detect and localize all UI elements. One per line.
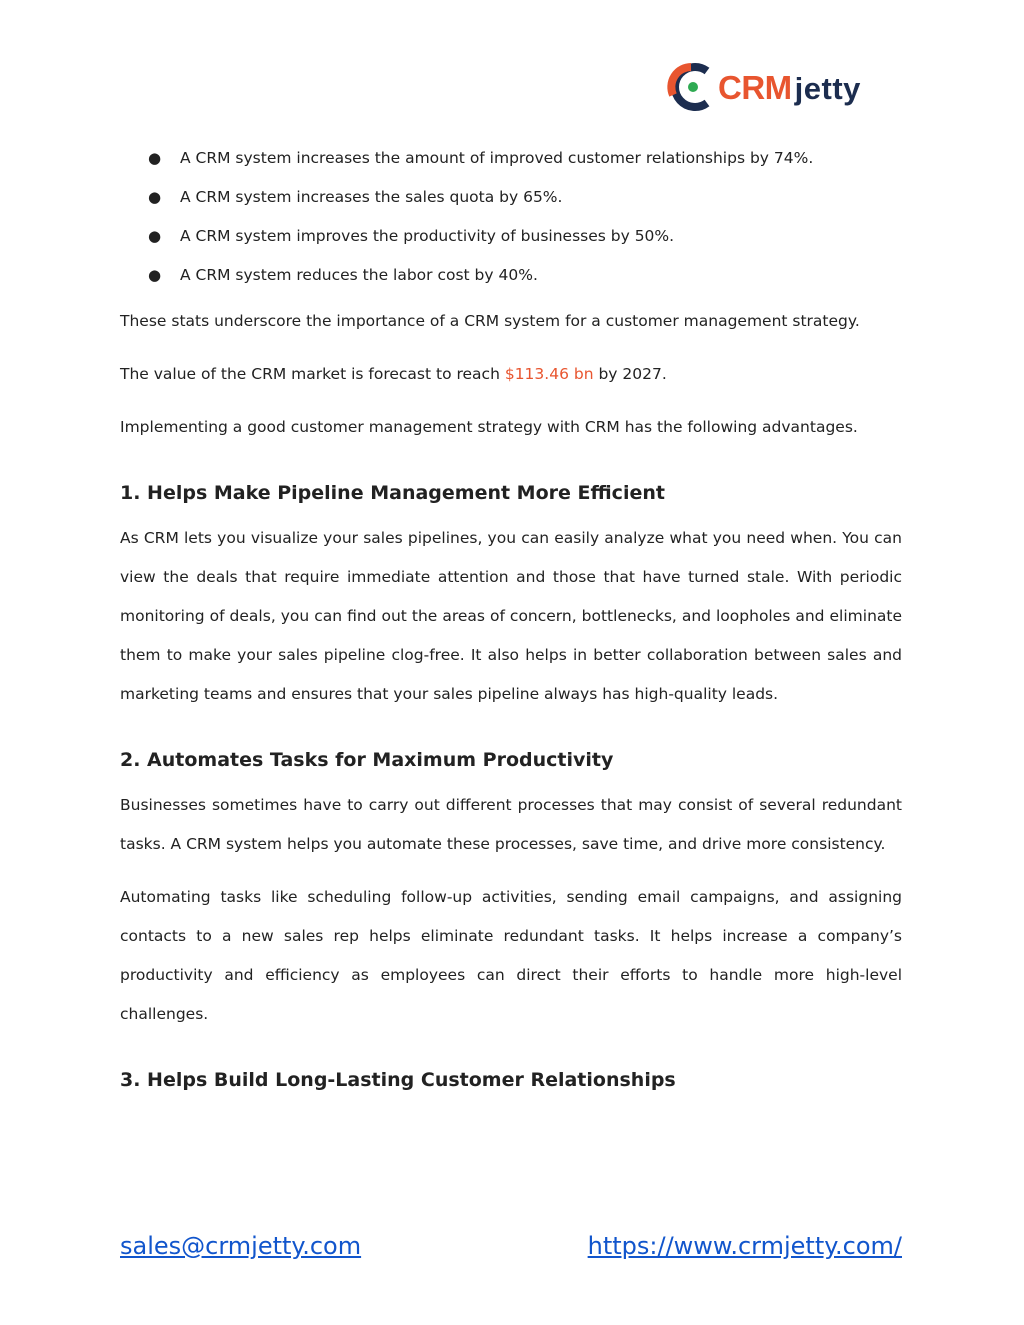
paragraph-line: tasks. A CRM system helps you automate these processes, save time, and drive more consistency. [120,835,886,853]
bullet-text: A CRM system reduces the labor cost by 40%. [180,266,538,284]
bullet-text: A CRM system increases the amount of improved customer relationships by 74%. [180,149,814,167]
section-automation-paragraph-2 [120,885,902,1041]
crmjetty-logo-icon [664,60,718,114]
bullet-icon: ● [148,266,162,284]
list-item [120,263,910,302]
advantages-intro-paragraph: Implementing a good customer management strategy with CRM has the following advantages. [120,418,858,436]
list-item [120,224,910,263]
bullet-icon: ● [148,149,162,167]
bullet-icon: ● [148,227,162,245]
stats-bullet-list [120,146,910,302]
market-value-highlight: $113.46 bn [504,365,594,383]
paragraph-line: them to make your sales pipeline clog-free. It also helps in better collaboration between sales and [120,646,902,664]
section-heading-automation: 2. Automates Tasks for Maximum Productivity [120,749,614,771]
paragraph-line: marketing teams and ensures that your sales pipeline always has high-quality leads. [120,685,779,703]
paragraph-line: challenges. [120,1005,209,1023]
paragraph-line: As CRM lets you visualize your sales pipelines, you can easily analyze what you need when. You can [120,529,902,547]
crmjetty-logo [664,60,874,116]
section-automation-paragraph-1 [120,793,902,871]
footer-website-link[interactable]: https://www.crmjetty.com/ [587,1232,902,1260]
market-value-text-before: The value of the CRM market is forecast to reach [120,365,505,383]
section-pipeline-body [120,526,902,721]
section-heading-pipeline: 1. Helps Make Pipeline Management More Efficient [120,482,665,504]
list-item [120,185,910,224]
paragraph-line: Businesses sometimes have to carry out different processes that may consist of several redundant [120,796,902,814]
paragraph-line: view the deals that require immediate attention and those that have turned stale. With periodic [120,568,902,586]
list-item [120,146,910,185]
paragraph-line: productivity and efficiency as employees can direct their efforts to handle more high-level [120,966,902,984]
bullet-text: A CRM system increases the sales quota by 65%. [180,188,563,206]
bullet-text: A CRM system improves the productivity of businesses by 50%. [180,227,675,245]
stats-summary-paragraph: These stats underscore the importance of a CRM system for a customer management strategy. [120,312,860,330]
footer-email-link[interactable]: sales@crmjetty.com [120,1232,362,1260]
logo-crm-text: CRM [718,69,792,106]
logo-jetty-text: jetty [794,71,861,106]
market-value-paragraph [120,362,902,386]
paragraph-line: Automating tasks like scheduling follow-up activities, sending email campaigns, and assigning [120,888,902,906]
paragraph-line: monitoring of deals, you can find out the areas of concern, bottlenecks, and loopholes and eliminate [120,607,902,625]
section-heading-relationships: 3. Helps Build Long-Lasting Customer Relationships [120,1069,676,1091]
bullet-icon: ● [148,188,162,206]
logo-wordmark [718,68,861,114]
paragraph-line: contacts to a new sales rep helps eliminate redundant tasks. It helps increase a company’s [120,927,902,945]
market-value-text-after: by 2027. [593,365,667,383]
